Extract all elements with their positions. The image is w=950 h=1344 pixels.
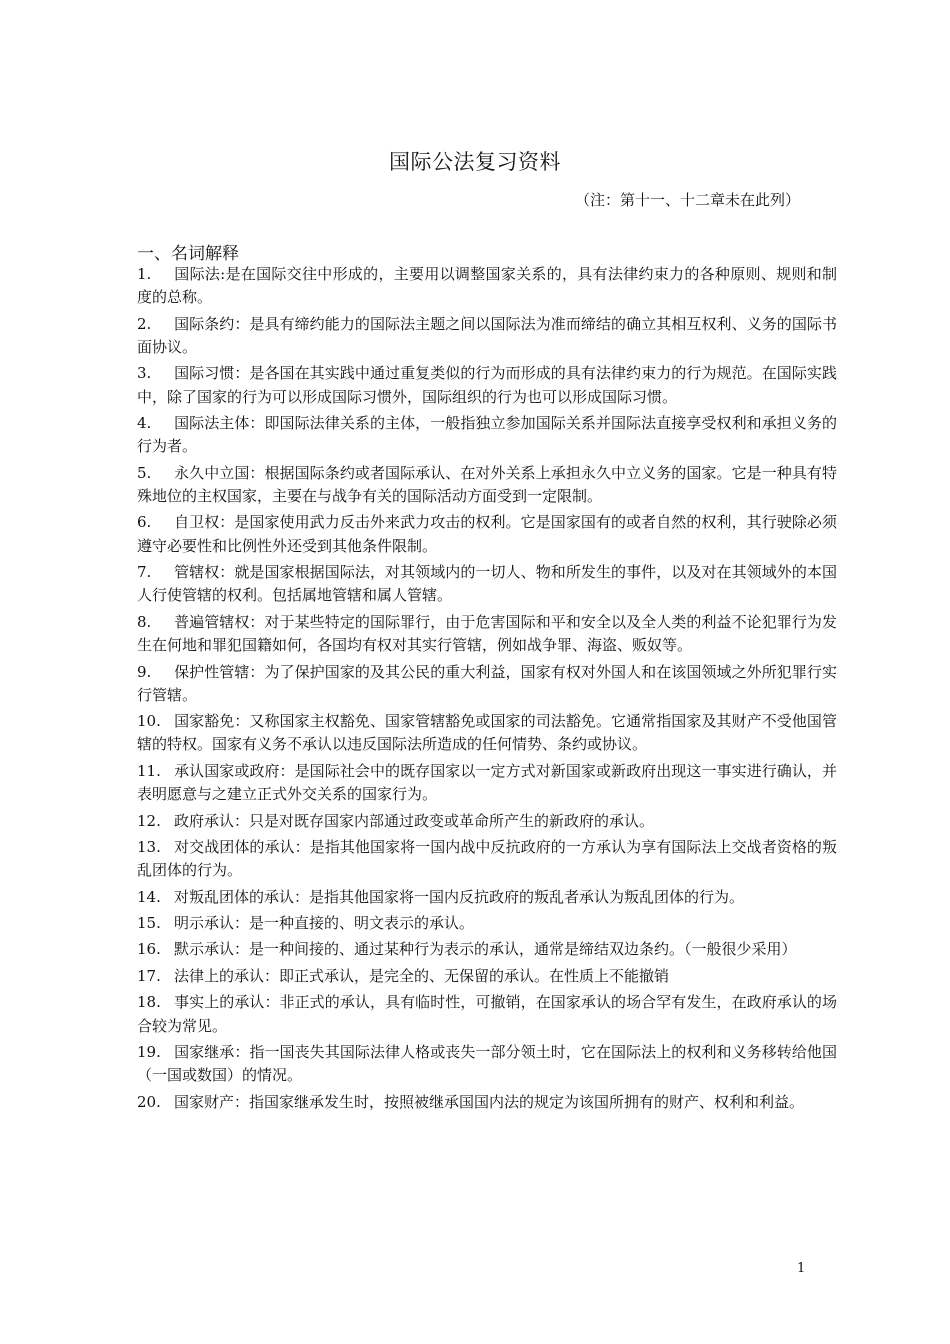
section-heading: 一、名词解释 [137,244,239,264]
definition-item [137,836,837,883]
item-text: 对交战团体的承认：是指其他国家将一国内战中反抗政府的一方承认为享有国际法上交战者资格的叛乱团体的行为。 [137,837,837,880]
item-text: 默示承认：是一种间接的、通过某种行为表示的承认，通常是缔结双边条约。（一般很少采用） [174,940,797,959]
item-number: 19. [137,1042,161,1061]
item-text: 国家财产：指国家继承发生时，按照被继承国国内法的规定为该国所拥有的财产、权利和利益。 [174,1092,805,1111]
item-number: 18. [137,993,161,1012]
item-number: 8. [137,612,152,631]
definition-item [137,263,837,310]
item-number: 4. [137,414,152,433]
definition-item [137,710,837,757]
item-number: 17. [137,966,161,985]
item-number: 1. [137,265,152,283]
definition-item [137,462,837,509]
document-title: 国际公法复习资料 [389,150,561,174]
definition-item [137,912,837,935]
definition-item [137,412,837,459]
item-number: 6. [137,513,152,532]
item-text: 管辖权：就是国家根据国际法，对其领域内的一切人、物和所发生的事件，以及对在其领域外的本国人行使管辖的权利。包括属地管辖和属人管辖。 [137,563,837,605]
definition-item [137,362,837,409]
item-number: 5. [137,463,152,482]
item-text: 国际习惯：是各国在其实践中通过重复类似的行为而形成的具有法律约束力的行为规范。在国际实践中，除了国家的行为可以形成国际习惯外，国际组织的行为也可以形成国际习惯。 [137,364,837,406]
item-number: 7. [137,563,152,582]
definition-item [137,561,837,608]
definition-item [137,511,837,558]
item-text: 国家豁免：又称国家主权豁免、国家管辖豁免或国家的司法豁免。它通常指国家及其财产不受他国管辖的特权。国家有义务不承认以违反国际法所造成的任何情势、条约或协议。 [137,712,837,754]
item-number: 3. [137,364,152,383]
item-number: 14. [137,887,161,906]
item-text: 保护性管辖：为了保护国家的及其公民的重大利益，国家有权对外国人和在该国领域之外所犯罪行实行管辖。 [137,662,837,704]
definition-item [137,1091,837,1114]
item-text: 永久中立国：根据国际条约或者国际承认、在对外关系上承担永久中立义务的国家。它是一种具有特殊地位的主权国家，主要在与战争有关的国际活动方面受到一定限制。 [137,463,837,506]
page-number: 1 [797,1261,806,1276]
document-note: （注：第十一、十二章未在此列） [574,191,800,209]
definition-item [137,313,837,360]
item-number: 12. [137,811,161,830]
item-number: 15. [137,914,161,933]
item-text: 自卫权：是国家使用武力反击外来武力攻击的权利。它是国家国有的或者自然的权利，其行驶除必须遵守必要性和比例性外还受到其他条件限制。 [137,513,837,555]
item-text: 明示承认：是一种直接的、明文表示的承认。 [174,914,475,933]
definition-item [137,991,837,1038]
item-number: 16. [137,940,161,959]
item-number: 10. [137,712,161,731]
definition-item [137,965,837,988]
definition-item [137,760,837,807]
item-text: 国际法主体：即国际法律关系的主体，一般指独立参加国际关系并国际法直接享受权利和承担义务的行为者。 [137,414,837,456]
definition-item [137,886,837,909]
definition-item [137,1041,837,1088]
item-number: 13. [137,837,161,856]
item-number: 20. [137,1092,161,1111]
item-text: 承认国家或政府：是国际社会中的既存国家以一定方式对新国家或新政府出现这一事实进行确认，并表明愿意与之建立正式外交关系的国家行为。 [137,761,837,804]
item-number: 2. [137,314,152,333]
item-number: 9. [137,662,152,681]
item-text: 政府承认：只是对既存国家内部通过政变或革命所产生的新政府的承认。 [174,811,655,830]
item-text: 事实上的承认：非正式的承认，具有临时性，可撤销，在国家承认的场合罕有发生，在政府承认的场合较为常见。 [137,993,837,1035]
definition-item [137,661,837,708]
item-text: 国家继承：指一国丧失其国际法律人格或丧失一部分领土时，它在国际法上的权利和义务移转给他国（一国或数国）的情况。 [137,1042,837,1085]
definition-list [137,263,837,1117]
definition-item [137,810,837,833]
item-text: 对叛乱团体的承认：是指其他国家将一国内反抗政府的叛乱者承认为叛乱团体的行为。 [174,887,745,906]
definition-item [137,611,837,658]
definition-item [137,938,837,961]
item-text: 国际条约：是具有缔约能力的国际法主题之间以国际法为准而缔结的确立其相互权利、义务的国际书面协议。 [137,314,837,356]
item-text: 普遍管辖权：对于某些特定的国际罪行，由于危害国际和平和安全以及全人类的利益不论犯罪行为发生在何地和罪犯国籍如何，各国均有权对其实行管辖，例如战争罪、海盗、贩奴等。 [137,612,837,655]
item-text: 国际法:是在国际交往中形成的，主要用以调整国家关系的，具有法律约束力的各种原则、规则和制度的总称。 [137,265,837,307]
item-number: 11. [137,761,161,780]
item-text: 法律上的承认：即正式承认，是完全的、无保留的承认。在性质上不能撤销 [174,966,670,985]
